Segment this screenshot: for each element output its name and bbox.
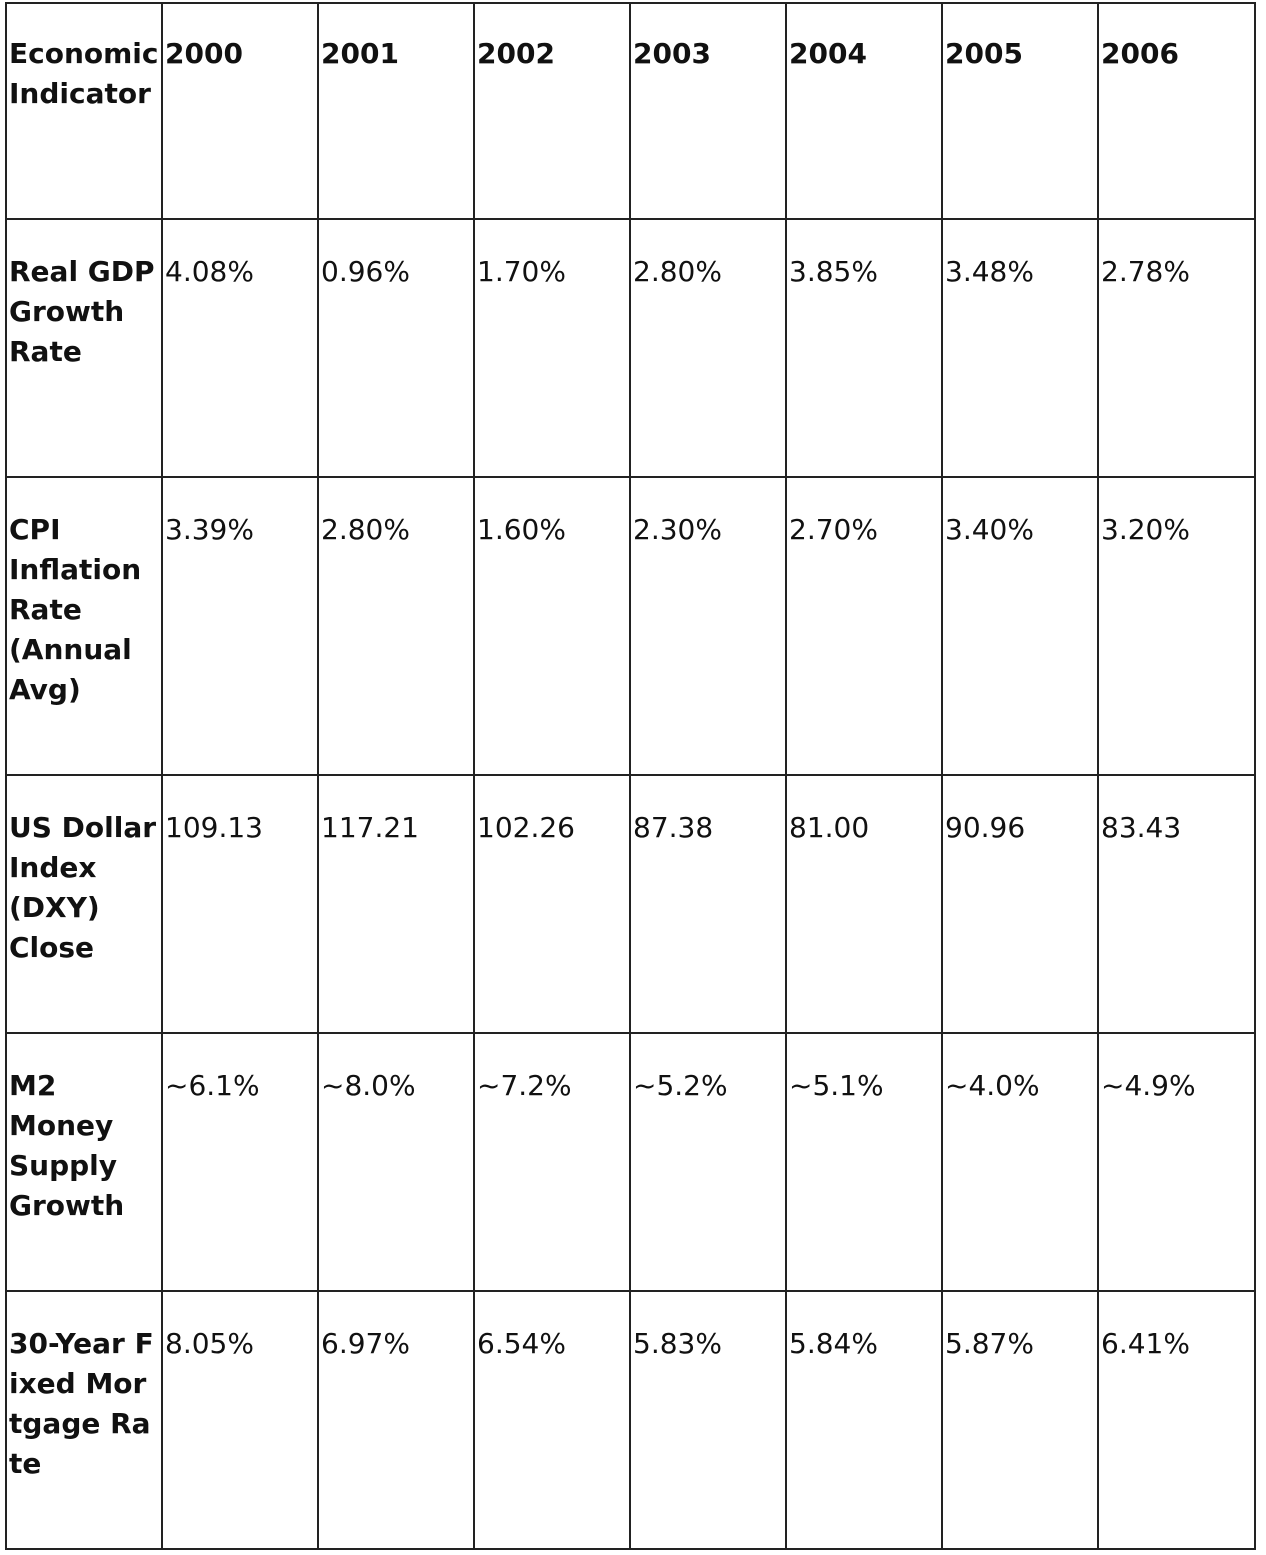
column-header-year: 2001 <box>318 3 474 219</box>
row-label: M2 Money Supply Growth <box>6 1033 162 1291</box>
table-cell: 6.41% <box>1098 1291 1255 1549</box>
table-cell: 2.80% <box>630 219 786 477</box>
table-row <box>6 219 1255 477</box>
column-header-year: 2000 <box>162 3 318 219</box>
column-header-indicator: Economic Indicator <box>6 3 162 219</box>
table-cell: 2.78% <box>1098 219 1255 477</box>
table-cell: 81.00 <box>786 775 942 1033</box>
table-cell: 0.96% <box>318 219 474 477</box>
table-cell: ~4.0% <box>942 1033 1098 1291</box>
row-label: CPI Inflation Rate (Annual Avg) <box>6 477 162 775</box>
table-cell: 6.97% <box>318 1291 474 1549</box>
table-cell: ~6.1% <box>162 1033 318 1291</box>
table-cell: 83.43 <box>1098 775 1255 1033</box>
table-cell: 1.60% <box>474 477 630 775</box>
table-cell: 3.39% <box>162 477 318 775</box>
table-row <box>6 775 1255 1033</box>
column-header-year: 2002 <box>474 3 630 219</box>
table-cell: 5.84% <box>786 1291 942 1549</box>
table-cell: 5.83% <box>630 1291 786 1549</box>
table-cell: 87.38 <box>630 775 786 1033</box>
table-cell: ~7.2% <box>474 1033 630 1291</box>
table-cell: 6.54% <box>474 1291 630 1549</box>
economic-indicators-table <box>5 2 1256 1550</box>
table-cell: ~5.2% <box>630 1033 786 1291</box>
table-cell: 3.40% <box>942 477 1098 775</box>
table-cell: 2.30% <box>630 477 786 775</box>
table-cell: 117.21 <box>318 775 474 1033</box>
table-cell: 109.13 <box>162 775 318 1033</box>
row-label: 30-Year Fixed Mortgage Rate <box>6 1291 162 1549</box>
table-row <box>6 477 1255 775</box>
table-header-row <box>6 3 1255 219</box>
column-header-year: 2005 <box>942 3 1098 219</box>
table-cell: 8.05% <box>162 1291 318 1549</box>
column-header-year: 2004 <box>786 3 942 219</box>
table-cell: 3.85% <box>786 219 942 477</box>
column-header-year: 2006 <box>1098 3 1255 219</box>
table-cell: ~4.9% <box>1098 1033 1255 1291</box>
table-cell: 3.20% <box>1098 477 1255 775</box>
table-cell: ~5.1% <box>786 1033 942 1291</box>
table-cell: 2.80% <box>318 477 474 775</box>
table-cell: 1.70% <box>474 219 630 477</box>
table-row <box>6 1033 1255 1291</box>
table-cell: 3.48% <box>942 219 1098 477</box>
row-label: Real GDP Growth Rate <box>6 219 162 477</box>
row-label: US Dollar Index (DXY) Close <box>6 775 162 1033</box>
table-cell: 4.08% <box>162 219 318 477</box>
table-cell: 2.70% <box>786 477 942 775</box>
column-header-year: 2003 <box>630 3 786 219</box>
table-cell: 5.87% <box>942 1291 1098 1549</box>
table-row <box>6 1291 1255 1549</box>
table-cell: 102.26 <box>474 775 630 1033</box>
table-cell: 90.96 <box>942 775 1098 1033</box>
table-cell: ~8.0% <box>318 1033 474 1291</box>
